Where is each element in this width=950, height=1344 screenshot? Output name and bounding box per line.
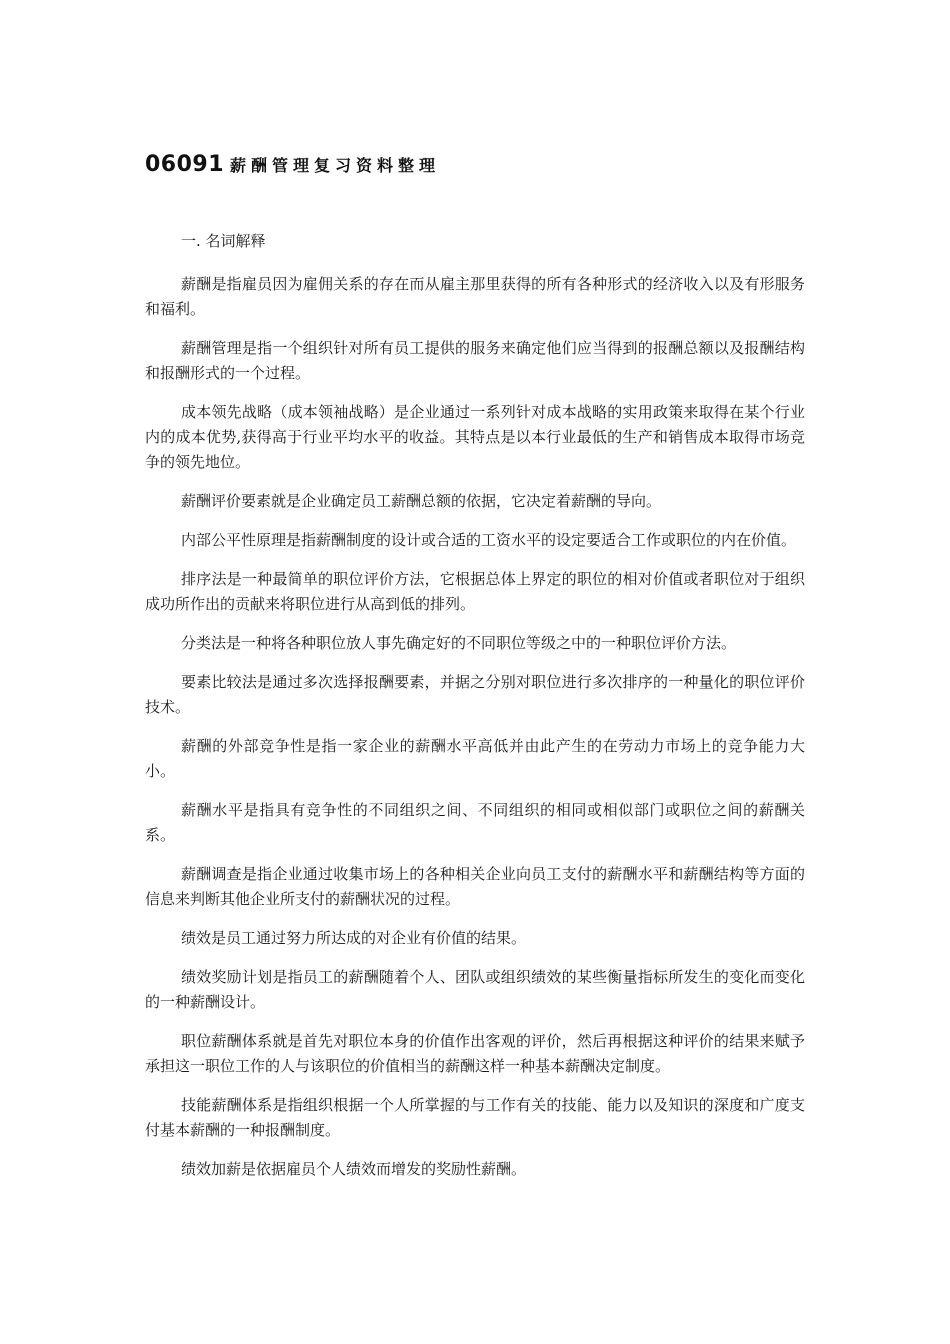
definition-paragraph: 技能薪酬体系是指组织根据一个人所掌握的与工作有关的技能、能力以及知识的深度和广度支付基本薪酬的一种报酬制度。 [145,1096,805,1139]
title-code: 06091 [145,152,225,177]
document-title [145,152,440,177]
definition-paragraph: 薪酬管理是指一个组织针对所有员工提供的服务来确定他们应当得到的报酬总额以及报酬结构和报酬形式的一个过程。 [145,339,805,382]
definition-paragraph: 成本领先战略（成本领袖战略）是企业通过一系列针对成本战略的实用政策来取得在某个行业内的成本优势,获得高于行业平均水平的收益。其特点是以本行业最低的生产和销售成本取得市场竞争的领先地位。 [145,403,805,471]
definition-paragraph: 薪酬评价要素就是企业确定员工薪酬总额的依据，它决定着薪酬的导向。 [181,492,662,510]
definition-paragraph: 内部公平性原理是指薪酬制度的设计或合适的工资水平的设定要适合工作或职位的内在价值。 [181,531,797,549]
definition-paragraph: 薪酬水平是指具有竞争性的不同组织之间、不同组织的相同或相似部门或职位之间的薪酬关系。 [145,801,805,844]
section-heading: 一. 名词解释 [181,232,266,250]
definition-paragraph: 职位薪酬体系就是首先对职位本身的价值作出客观的评价，然后再根据这种评价的结果来赋予承担这一职位工作的人与该职位的价值相当的薪酬这样一种基本薪酬决定制度。 [145,1032,805,1075]
title-text: 薪酬管理复习资料整理 [230,156,441,175]
definition-paragraph: 要素比较法是通过多次选择报酬要素，并据之分别对职位进行多次排序的一种量化的职位评价技术。 [145,673,805,716]
document-body [145,228,805,1196]
definition-paragraph: 薪酬是指雇员因为雇佣关系的存在而从雇主那里获得的所有各种形式的经济收入以及有形服务和福利。 [145,275,805,318]
definition-paragraph: 绩效加薪是依据雇员个人绩效而增发的奖励性薪酬。 [181,1160,527,1178]
definition-paragraph: 分类法是一种将各种职位放人事先确定好的不同职位等级之中的一种职位评价方法。 [181,634,737,652]
definition-paragraph: 排序法是一种最简单的职位评价方法，它根据总体上界定的职位的相对价值或者职位对于组织成功所作出的贡献来将职位进行从高到低的排列。 [145,570,805,613]
definition-paragraph: 薪酬调查是指企业通过收集市场上的各种相关企业向员工支付的薪酬水平和薪酬结构等方面的信息来判断其他企业所支付的薪酬状况的过程。 [145,865,805,908]
definition-paragraph: 薪酬的外部竞争性是指一家企业的薪酬水平高低并由此产生的在劳动力市场上的竞争能力大小。 [145,737,805,780]
definition-paragraph: 绩效是员工通过努力所达成的对企业有价值的结果。 [181,929,527,947]
definition-paragraph: 绩效奖励计划是指员工的薪酬随着个人、团队或组织绩效的某些衡量指标所发生的变化而变化的一种薪酬设计。 [145,968,805,1011]
